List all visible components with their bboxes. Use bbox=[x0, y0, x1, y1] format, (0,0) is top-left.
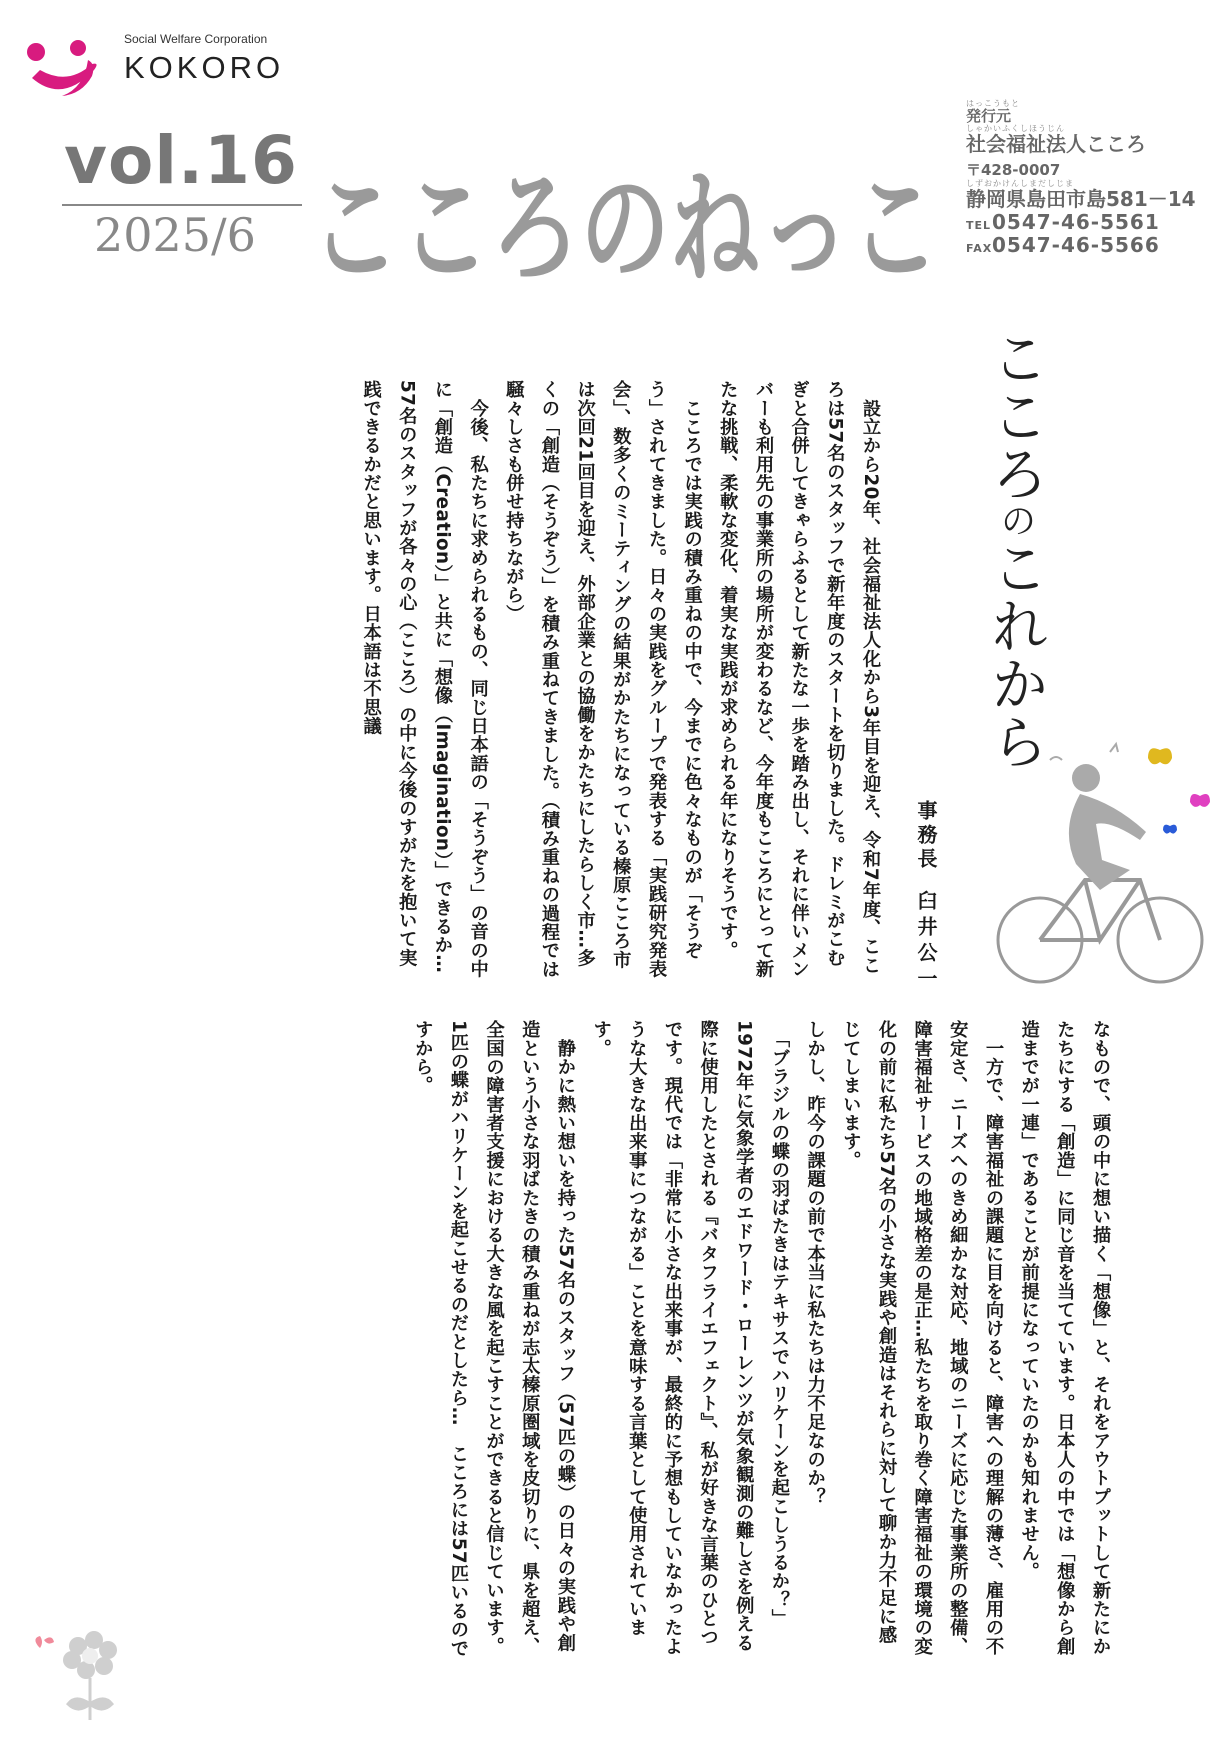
article-upper bbox=[78, 380, 888, 980]
article-paragraph: こころでは実践の積み重ねの中で、今までに色々なものが「そうぞう」されてきました。日々の実践をグループで発表する「実践研究発表会」、数多くのミーティングの結果がかたちになっている榛原こころ市は次回21回目を迎え、外部企業との協働をかたちにしたらしく市…多くの「創造（そうぞう）」を積み重ねてきました。（積み重ねの過程では騒々しさも併せ持ちながら） bbox=[503, 380, 703, 979]
fax-line bbox=[966, 234, 1196, 257]
article-paragraph: 一方で、障害福祉の課題に目を向けると、障害への理解の薄さ、雇用の不安定さ、ニーズへのきめ細かな対応、地域のニーズに応じた事業所の整備、障害福祉サービスの地域格差の是正…私たちを取り巻く障害福祉の環境の変化の前に私たち57名の小さな実践や創造はそれらに対して聊か力不足に感じてしまいます。 bbox=[840, 1020, 1004, 1656]
article-paragraph: なもので、頭の中に想い描く「想像」と、それをアウトプットして新たにかたちにする「創造」に同じ音を当てています。日本人の中では「想像から創造までが一連」であることが前提になっていたのかも知れません。 bbox=[1018, 1020, 1111, 1656]
issue-date: 2025/6 bbox=[94, 208, 256, 262]
org-english-name: Social Welfare Corporation bbox=[124, 32, 268, 46]
postal-code: 〒428-0007 bbox=[966, 161, 1061, 180]
article-paragraph: しかし、昨今の課題の前で本当に私たちは力不足なのか？ bbox=[804, 1020, 826, 1506]
article-paragraph: 「ブラジルの蝶の羽ばたきはテキサスでハリケーンを起こしうるか？」1972年に気象学者のエドワード・ローレンツが気象観測の難しさを例える際に使用したとされる『バタフライエフェクト』、私が好きな言葉のひとつです。現代では「非常に小さな出来事が、最終的に予想もしていなかったような大きな出来事につながる」ことを意味する言葉として使用されています。 bbox=[590, 1020, 790, 1656]
tel-label: TEL bbox=[966, 218, 992, 232]
flower-icon bbox=[26, 1620, 156, 1730]
author-role: 事務長 bbox=[914, 800, 938, 872]
publisher-name: 社会福祉法人こころ bbox=[966, 132, 1146, 157]
column-title-a: こころ bbox=[981, 328, 1049, 502]
tel-line bbox=[966, 211, 1196, 234]
masthead-title-text: こころのねっこ bbox=[310, 158, 940, 299]
publisher-name-ruby: しゃかいふくしほうじん bbox=[966, 124, 1065, 134]
volume-divider bbox=[62, 204, 302, 206]
masthead-title bbox=[310, 40, 950, 360]
volume-number: vol.16 bbox=[64, 122, 298, 199]
article-paragraph: 設立から20年、社会福祉法人化から3年目を迎え、令和7年度、こころは57名のスタッフで新年度のスタートを切りました。ドレミがこむぎと合併してきゃらふるとして新たな一歩を踏み出し、それに伴いメンバーも利用先の事業所の場所が変わるなど、今年度もこころにとって新たな挑戦、柔軟な変化、着実な実践が求められる年になりそうです。 bbox=[717, 380, 881, 979]
column-title-no: の bbox=[995, 502, 1036, 538]
article-paragraph: 今後、私たちに求められるもの、同じ日本語の「そうぞう」の音の中に「創造（Creation）」と共に「想像（Imagination）」できるか…57名のスタッフが各々の心（こころ）の中に今後のすがたを抱いて実践できるかだと思います。日本語は不思議 bbox=[360, 380, 489, 979]
column-title-b: これから bbox=[981, 538, 1049, 770]
publisher-label: 発行元 bbox=[966, 107, 1012, 125]
butterflies-icon bbox=[1130, 740, 1230, 860]
kokoro-logo-icon bbox=[22, 34, 114, 104]
article-paragraph: 静かに熱い想いを持った57名のスタッフ（57匹の蝶）の日々の実践や創造という小さな羽ばたきの積み重ねが志太榛原圏域を皮切りに、県を超え、全国の障害者支援における大きな風を起こすことができると信じています。1匹の蝶がハリケーンを起こせるのだとしたら… こころには57匹いるのですから。 bbox=[412, 1020, 576, 1658]
tel-number: 0547-46-5561 bbox=[992, 209, 1160, 234]
author-name: 臼井公一 bbox=[914, 890, 938, 994]
address: 静岡県島田市島581－14 bbox=[966, 186, 1196, 211]
fax-label: FAX bbox=[966, 241, 993, 255]
publisher-info bbox=[966, 100, 1196, 257]
column-title bbox=[981, 328, 1049, 770]
fax-number: 0547-46-5566 bbox=[992, 232, 1160, 257]
publisher-label-ruby: はっこうもと bbox=[966, 99, 1020, 108]
address-ruby: しずおかけんしまだしじま bbox=[966, 178, 1074, 188]
article-lower bbox=[78, 1020, 1118, 1660]
brand-name: KOKORO bbox=[124, 50, 285, 85]
